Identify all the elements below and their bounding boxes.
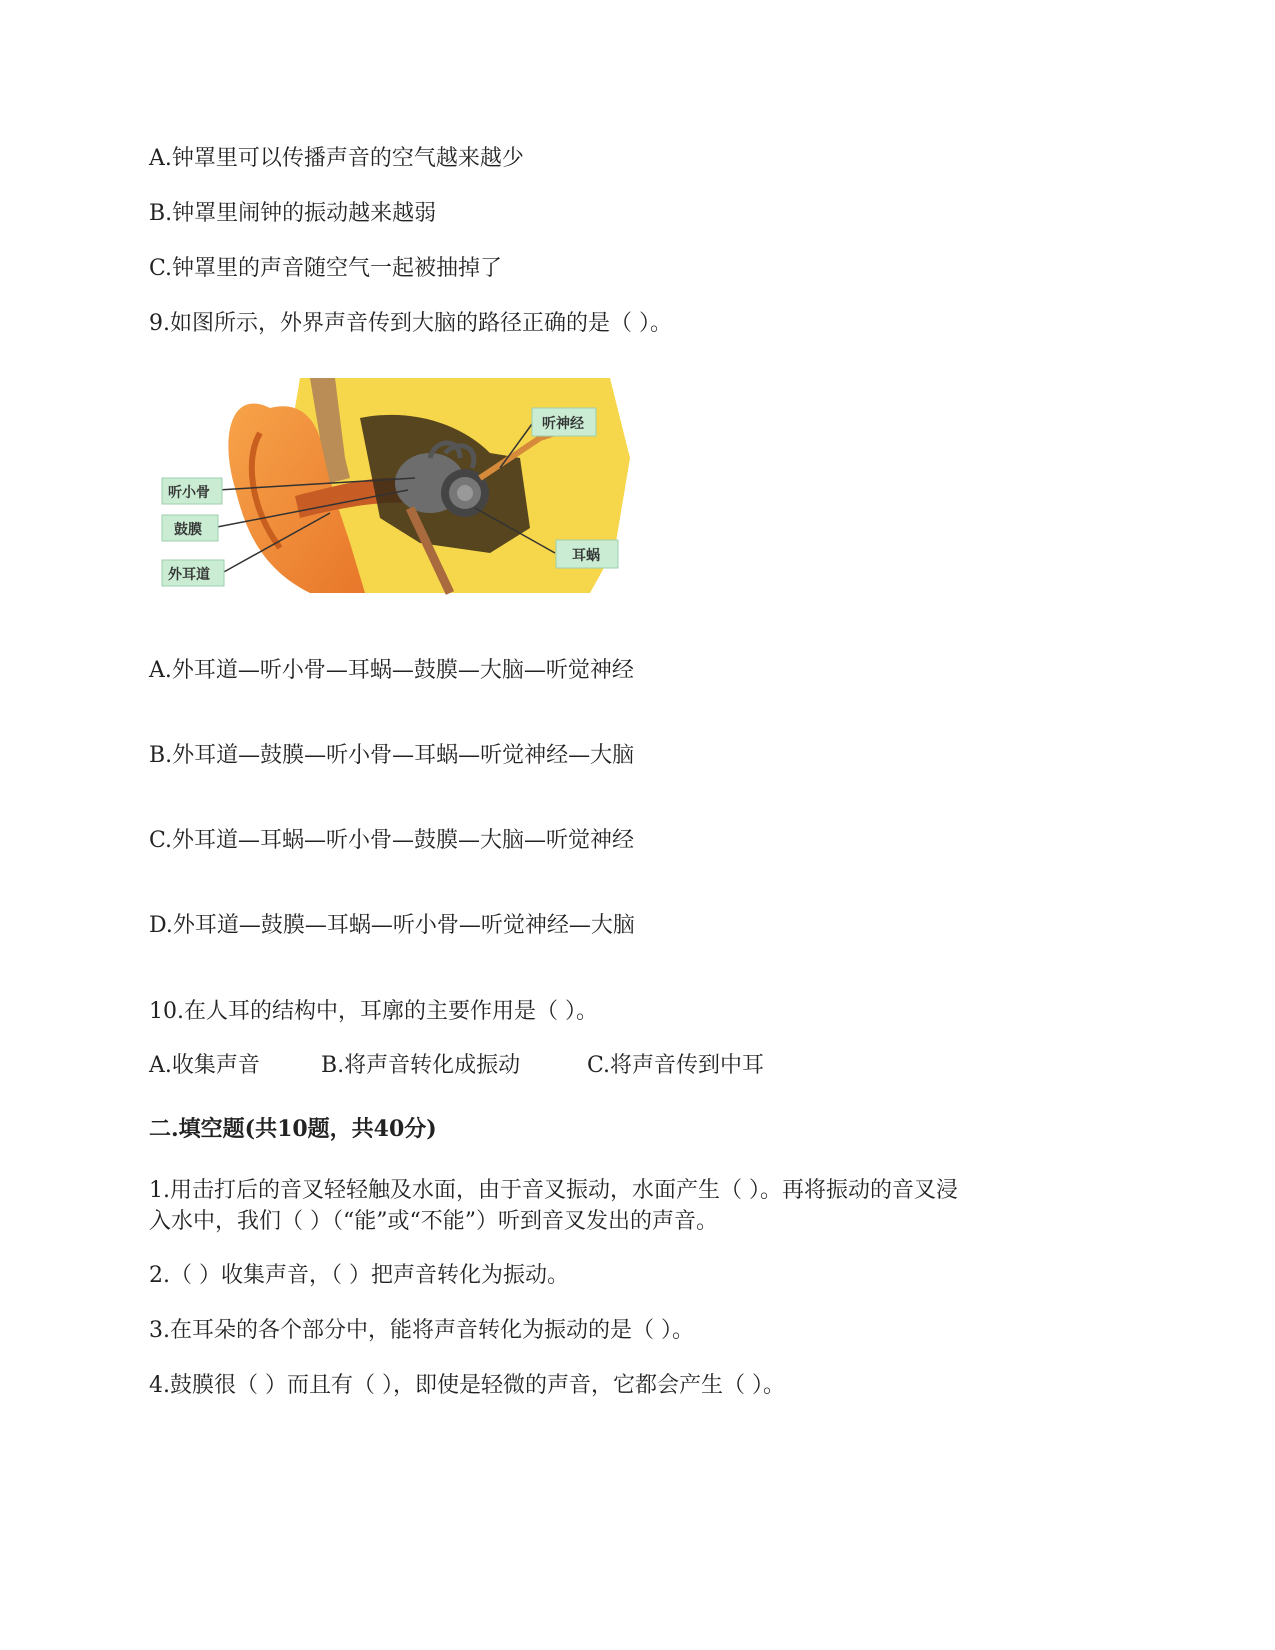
fill-q1-line1: 1.用击打后的音叉轻轻触及水面，由于音叉振动，水面产生（ ）。再将振动的音叉浸 [149, 1178, 958, 1203]
q10-stem: 10.在人耳的结构中，耳廓的主要作用是（ ）。 [149, 999, 598, 1024]
q9-option-a: A.外耳道—听小骨—耳蜗—鼓膜—大脑—听觉神经 [149, 658, 634, 683]
q8-option-c: C.钟罩里的声音随空气一起被抽掉了 [149, 256, 503, 281]
fill-q3: 3.在耳朵的各个部分中，能将声音转化为振动的是（ ）。 [149, 1318, 694, 1343]
svg-text:听神经: 听神经 [542, 416, 584, 432]
q9-stem: 9.如图所示，外界声音传到大脑的路径正确的是（ ）。 [149, 311, 672, 336]
q9-option-d: D.外耳道—鼓膜—耳蜗—听小骨—听觉神经—大脑 [149, 913, 635, 938]
q8-option-b: B.钟罩里闹钟的振动越来越弱 [149, 201, 437, 226]
fill-q4: 4.鼓膜很（ ）而且有（ ），即使是轻微的声音，它都会产生（ ）。 [149, 1373, 785, 1398]
fill-q1-line2: 入水中，我们（ ）（“能”或“不能”）听到音叉发出的声音。 [149, 1209, 718, 1234]
q10-option-b: B.将声音转化成振动 [321, 1053, 521, 1078]
svg-text:耳蜗: 耳蜗 [572, 548, 600, 564]
ear-structure-diagram [160, 378, 640, 598]
svg-text:外耳道: 外耳道 [168, 567, 210, 583]
q8-option-a: A.钟罩里可以传播声音的空气越来越少 [149, 146, 524, 171]
q10-option-c: C.将声音传到中耳 [587, 1053, 765, 1078]
q10-options [149, 1053, 764, 1079]
svg-text:听小骨: 听小骨 [168, 485, 210, 501]
q10-option-a: A.收集声音 [149, 1053, 260, 1078]
q9-option-c: C.外耳道—耳蜗—听小骨—鼓膜—大脑—听觉神经 [149, 828, 635, 853]
fill-q2: 2.（ ）收集声音，（ ）把声音转化为振动。 [149, 1263, 569, 1288]
section-title: 二.填空题(共10题，共40分) [149, 1116, 437, 1142]
svg-text:鼓膜: 鼓膜 [174, 522, 202, 538]
q9-option-b: B.外耳道—鼓膜—听小骨—耳蜗—听觉神经—大脑 [149, 743, 635, 768]
